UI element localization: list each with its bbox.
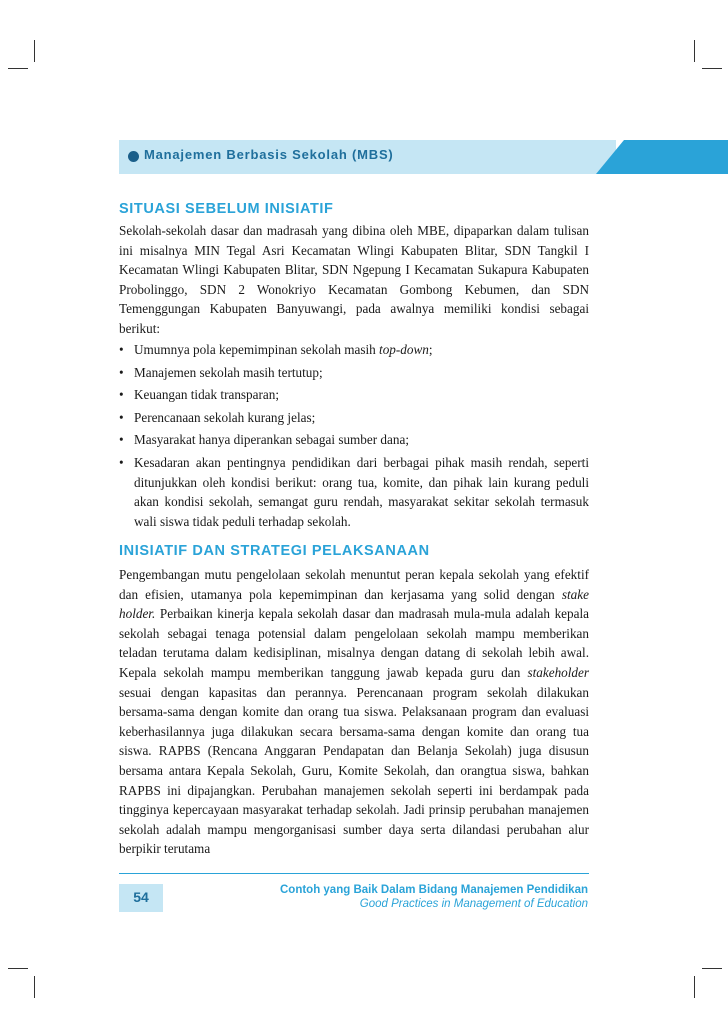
section-heading-inisiatif: INISIATIF DAN STRATEGI PELAKSANAAN [119, 543, 430, 559]
footer-rule [119, 873, 589, 874]
list-item: • Perencanaan sekolah kurang jelas; [119, 408, 589, 428]
bullet-dot-icon [128, 151, 139, 162]
list-item: • Manajemen sekolah masih tertutup; [119, 363, 589, 383]
list-item: • Masyarakat hanya diperankan sebagai sumber dana; [119, 430, 589, 450]
footer-book-title: Contoh yang Baik Dalam Bidang Manajemen Pendidikan [279, 884, 588, 896]
crop-mark [702, 968, 722, 969]
condition-list [119, 340, 589, 534]
crop-mark [34, 976, 35, 998]
crop-mark [8, 68, 28, 69]
page-number: 54 [133, 889, 149, 905]
intro-paragraph: Sekolah-sekolah dasar dan madrasah yang dibina oleh MBE, dipaparkan dalam tulisan ini misalnya MIN Tegal Asri Kecamatan Wlingi Kabupaten Blitar, SDN Tangkil I Kecamatan Wlingi Kabupaten Blitar, SDN Ngepung I Kecamatan Sukapura Kabupaten Probolinggo, SDN 2 Wonokriyo Kecamatan Gombong Kebumen, dan SDN Temenggungan Kabupaten Banyuwangi, pada awalnya memiliki kondisi sebagai berikut: [119, 223, 589, 336]
crop-mark [702, 68, 722, 69]
section-heading-situasi: SITUASI SEBELUM INISIATIF [119, 201, 334, 217]
running-header: Manajemen Berbasis Sekolah (MBS) [144, 147, 394, 162]
crop-mark [694, 40, 695, 62]
list-item: • Umumnya pola kepemimpinan sekolah masih top-down; [119, 340, 589, 360]
list-item: • Kesadaran akan pentingnya pendidikan dari berbagai pihak masih rendah, seperti ditunjukkan oleh kondisi berikut: orang tua, komite, dan pihak lain kurang peduli akan kondisi sekolah, semangat guru rendah, masyarakat sekitar sekolah termasuk wali siswa tidak peduli terhadap sekolah. [119, 453, 589, 531]
crop-mark [694, 976, 695, 998]
crop-mark [34, 40, 35, 62]
footer-book-subtitle: Good Practices in Management of Education [359, 898, 588, 910]
body-paragraph: Pengembangan mutu pengelolaan sekolah menuntut peran kepala sekolah yang efektif dan efisien, utamanya pola kepemimpinan dan kerjasama yang solid dengan stake holder. Perbaikan kinerja kepala sekolah dasar dan madrasah mula-mula adalah kepala sekolah sebagai tenaga potensial dalam pengelolaan sekolah mampu memberikan teladan terutama dalam kedisiplinan, misalnya dengan datang di sekolah lebih awal. Kepala sekolah mampu memberikan tanggung jawab kepada guru dan stakeholder sesuai dengan kapasitas dan perannya. Perencanaan program sekolah dilakukan bersama-sama dengan komite dan orang tua siswa. Pelaksanaan program dan evaluasi keberhasilannya juga dilakukan secara bersama-sama dengan komite dan orang tua siswa. RAPBS (Rencana Anggaran Pendapatan dan Belanja Sekolah) juga disusun bersama antara Kepala Sekolah, Guru, Komite Sekolah, dan orangtua siswa, bahkan RAPBS ini dipajangkan. Perubahan manajemen sekolah seperti ini berdampak pada tingginya kepercayaan masyarakat terhadap sekolah. Jadi prinsip perubahan manajemen sekolah adalah mampu mengorganisasi sumber daya serta dilandasi perubahan alur berpikir terutama [119, 567, 589, 857]
crop-mark [8, 968, 28, 969]
list-item: • Keuangan tidak transparan; [119, 385, 589, 405]
